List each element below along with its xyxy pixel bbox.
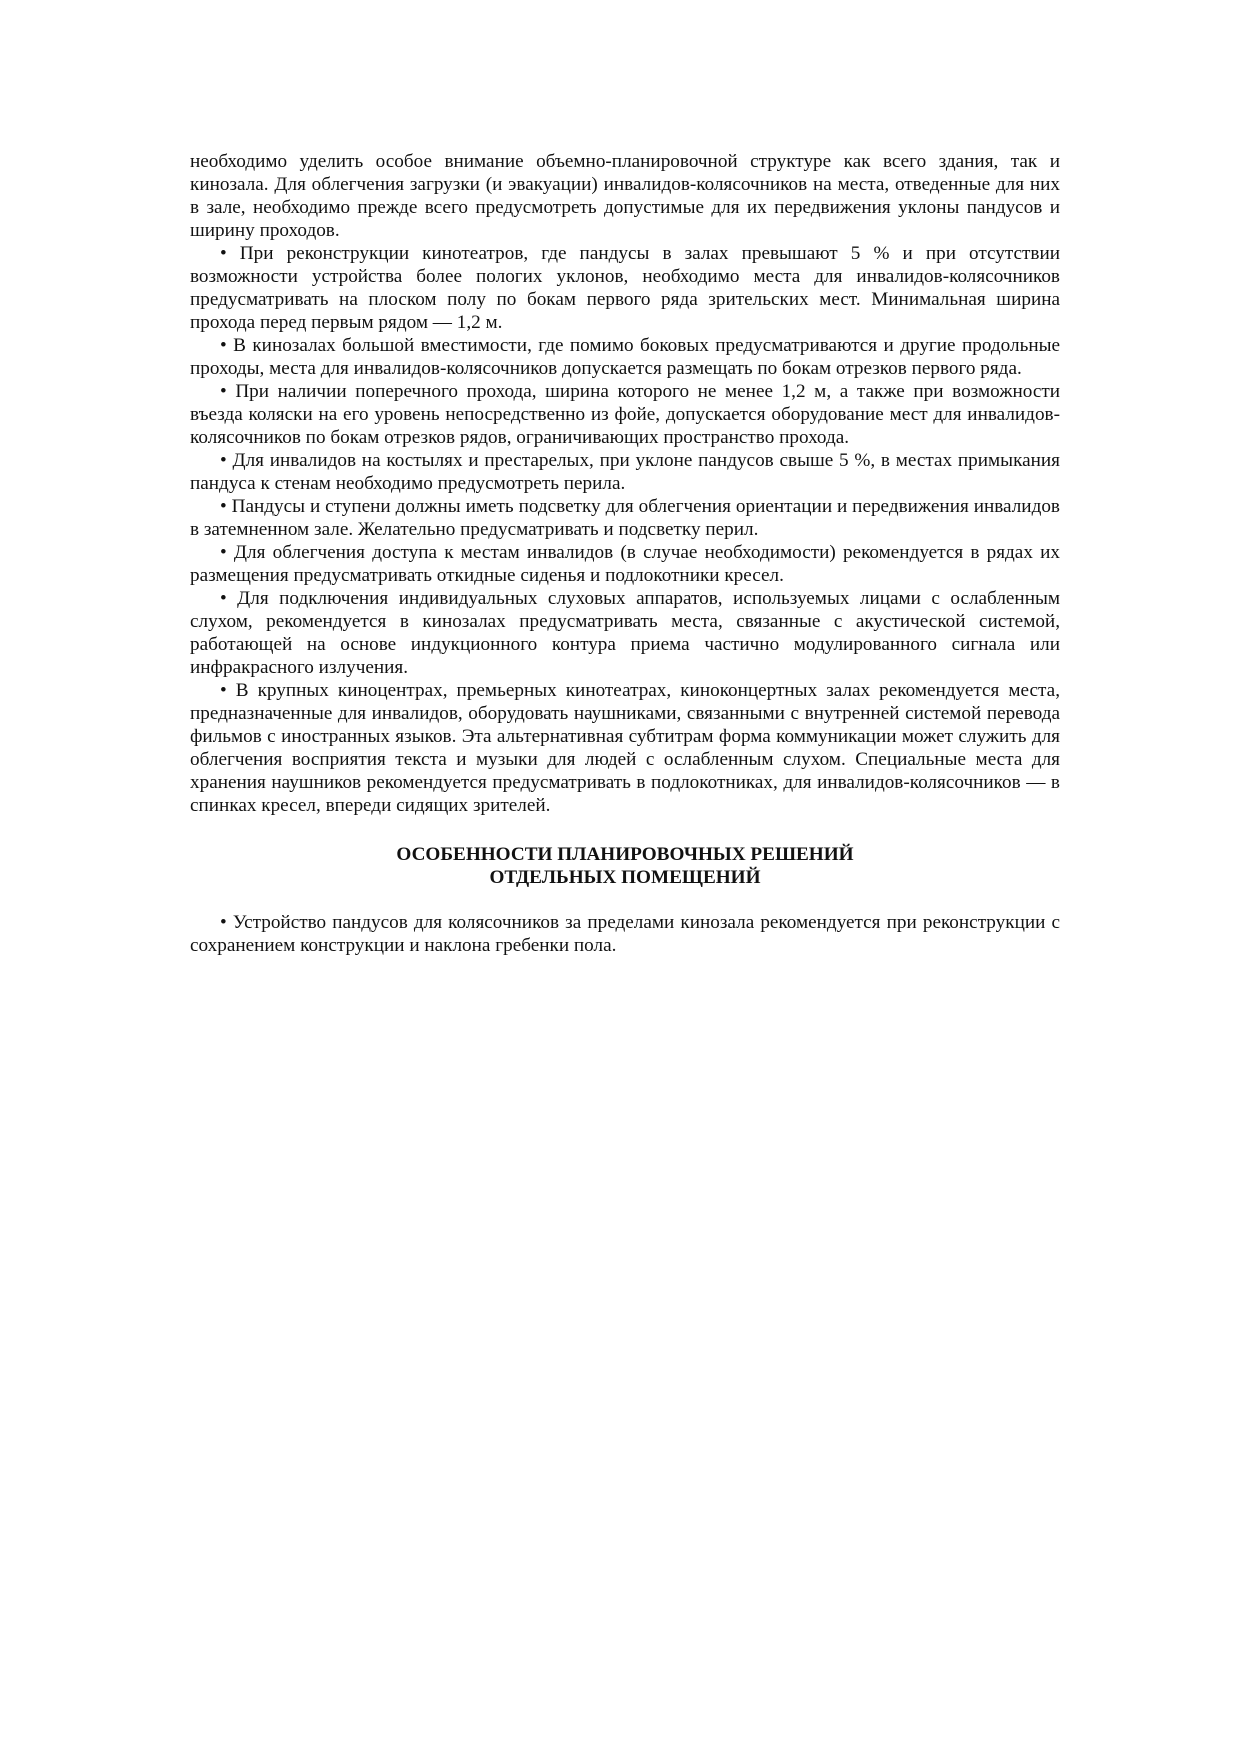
section-heading-line: ОСОБЕННОСТИ ПЛАНИРОВОЧНЫХ РЕШЕНИЙ <box>396 844 854 865</box>
bullet-paragraph: • В кинозалах большой вместимости, где помимо боковых предусматриваются и другие продольные проходы, места для инвалидов-колясочников допускается размещать по бокам отрезков первого ряда. <box>190 335 1060 379</box>
document-page <box>190 150 1060 957</box>
section-heading <box>190 843 1060 889</box>
bullet-paragraph: • При наличии поперечного прохода, ширина которого не менее 1,2 м, а также при возможности въезда коляски на его уровень непосредственно из фойе, допускается оборудование мест для инвалидов-колясочников по бокам отрезков рядов, ограничивающих пространство прохода. <box>190 381 1060 448</box>
intro-paragraph: необходимо уделить особое внимание объемно-планировочной структуре как всего здания, так и кинозала. Для облегчения загрузки (и эвакуации) инвалидов-колясочников на места, отведенные для них в зале, необходимо прежде всего предусмотреть допустимые для их передвижения уклоны пандусов и ширину проходов. <box>190 151 1060 241</box>
bullet-paragraph: • Для облегчения доступа к местам инвалидов (в случае необходимости) рекомендуется в рядах их размещения предусматривать откидные сиденья и подлокотники кресел. <box>190 542 1060 586</box>
bullet-paragraph: • При реконструкции кинотеатров, где пандусы в залах превышают 5 % и при отсутствии возможности устройства более пологих уклонов, необходимо места для инвалидов-колясочников предусматривать на плоском полу по бокам первого ряда зрительских мест. Минимальная ширина прохода перед первым рядом — 1,2 м. <box>190 243 1060 333</box>
bullet-paragraph: • Для подключения индивидуальных слуховых аппаратов, используемых лицами с ослабленным слухом, рекомендуется в кинозалах предусматривать места, связанные с акустической системой, работающей на основе индукционного контура приема частично модулированного сигнала или инфракрасного излучения. <box>190 588 1060 678</box>
bullet-paragraph: • В крупных киноцентрах, премьерных кинотеатрах, киноконцертных залах рекомендуется места, предназначенные для инвалидов, оборудовать наушниками, связанными с внутренней системой перевода фильмов с иностранных языков. Эта альтернативная субтитрам форма коммуникации может служить для облегчения восприятия текста и музыки для людей с ослабленным слухом. Специальные места для хранения наушников рекомендуется предусматривать в подлокотниках, для инвалидов-колясочников — в спинках кресел, впереди сидящих зрителей. <box>190 680 1060 816</box>
bullet-paragraph: • Для инвалидов на костылях и престарелых, при уклоне пандусов свыше 5 %, в местах примыкания пандуса к стенам необходимо предусмотреть перила. <box>190 450 1060 494</box>
section-bullet-paragraph: • Устройство пандусов для колясочников за пределами кинозала рекомендуется при реконструкции с сохранением конструкции и наклона гребенки пола. <box>190 912 1060 956</box>
section-heading-line: ОТДЕЛЬНЫХ ПОМЕЩЕНИЙ <box>489 867 761 888</box>
bullet-paragraph: • Пандусы и ступени должны иметь подсветку для облегчения ориентации и передвижения инвалидов в затемненном зале. Желательно предусматривать и подсветку перил. <box>190 496 1060 540</box>
